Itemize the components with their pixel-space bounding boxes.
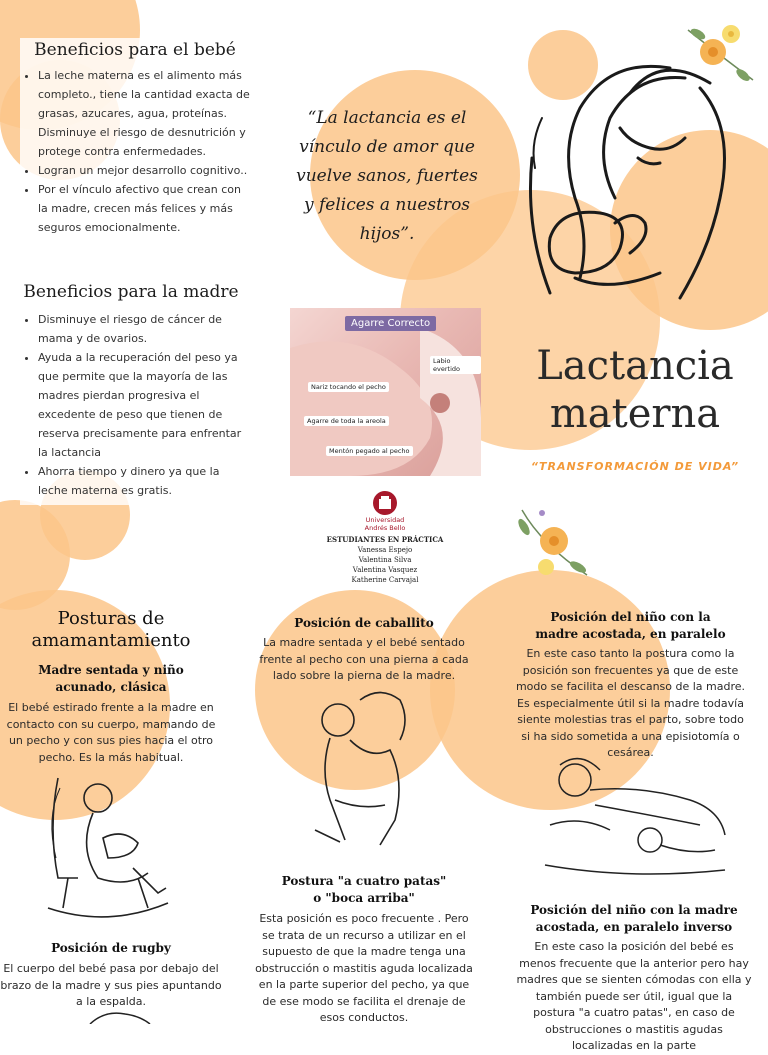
cover-subtitle: “TRANSFORMACIÓN DE VIDA”: [530, 460, 740, 473]
university-logo: [372, 490, 398, 516]
postures-column-2-lower: [252, 873, 476, 1027]
list-item: • La leche materna es el alimento más completo., tiene la cantidad exacta de grasas, azucares, agua, proteínas. Disminuye el riesgo de desnutrición y protege contra enfermedades.: [38, 66, 250, 161]
posture-illustration-rugby: [85, 1010, 155, 1024]
student-name: Katherine Carvajal: [351, 576, 419, 584]
posture-title: Posición del niño con la madre acostada, en paralelo: [535, 610, 726, 641]
posture-title: Madre sentada y niño acunado, clásica: [38, 663, 184, 694]
postures-column-3-lower: [515, 902, 753, 1055]
cover-title: [510, 342, 760, 438]
cover-title-line2: materna: [549, 391, 721, 437]
student-name: Valentina Silva: [358, 556, 412, 564]
cover-title-line1: Lactancia: [536, 343, 734, 389]
baby-benefits-list: [20, 66, 250, 237]
posture-illustration-rocking-chair: [38, 768, 178, 928]
postures-column-3: [513, 609, 748, 762]
postures-column-1-lower: [0, 940, 222, 1011]
diagram-title: Agarre Correcto: [345, 316, 436, 331]
university-block: [325, 490, 445, 585]
mother-benefits-list: [20, 310, 242, 500]
label-nariz: Nariz tocando el pecho: [308, 382, 389, 392]
posture-title: Posición de rugby: [51, 941, 171, 955]
posture-text: El cuerpo del bebé pasa por debajo del brazo de la madre y sus pies apuntando a la espalda.: [0, 962, 222, 1008]
list-item: • Disminuye el riesgo de cáncer de mama y de ovarios.: [38, 310, 242, 348]
baby-benefits-title: Beneficios para el bebé: [34, 40, 236, 60]
label-areola: Agarre de toda la areola: [304, 416, 389, 426]
label-labio: Labio evertido: [430, 356, 481, 374]
university-name-2: Andrés Bello: [364, 524, 406, 532]
mother-benefits-panel: [20, 280, 242, 505]
list-item: • Por el vínculo afectivo que crean con la madre, crecen más felices y más seguros emocionalmente.: [38, 180, 250, 237]
flower-decoration: [512, 505, 597, 585]
baby-benefits-panel: [20, 38, 250, 243]
list-item: • Logran un mejor desarrollo cognitivo..: [38, 161, 250, 180]
posture-illustration-caballito: [300, 680, 420, 850]
mother-benefits-title: Beneficios para la madre: [23, 282, 239, 302]
postures-title: Posturas de amamantamiento: [31, 608, 191, 651]
posture-illustration-lying: [540, 745, 730, 880]
posture-text: Esta posición es poco frecuente . Pero se trata de un recurso a utilizar en el supuesto de que la madre tenga una obstrucción o mastitis aguda localizada en la parte superior del pecho, ya que de ese modo se facilita el drenaje de esos conductos.: [255, 912, 473, 1024]
flower-decoration: [683, 20, 763, 90]
posture-text: En este caso tanto la postura como la posición son frecuentes ya que de este modo se facilita el descanso de la madre. Es especialmente útil si la madre todavía siente molestias tras el parto, sobre todo si ha sido sometida a una episiotomía o cesárea.: [515, 647, 746, 759]
quote: “La lactancia es el vínculo de amor que vuelve sanos, fuertes y felices a nuestros hijos”.: [296, 108, 478, 244]
latch-diagram: [290, 308, 481, 476]
postures-column-1: [5, 608, 217, 766]
student-name: Valentina Vasquez: [352, 566, 418, 574]
posture-title: Postura "a cuatro patas" o "boca arriba": [281, 874, 447, 905]
posture-title: Posición del niño con la madre acostada, en paralelo inverso: [530, 903, 738, 934]
student-name: Vanessa Espejo: [357, 546, 413, 554]
posture-text: El bebé estirado frente a la madre en contacto con su cuerpo, mamando de un pecho y con sus pies hacia el otro pecho. Es la más habitual.: [6, 701, 216, 764]
list-item: • Ahorra tiempo y dinero ya que la leche materna es gratis.: [38, 462, 242, 500]
label-menton: Mentón pegado al pecho: [326, 446, 413, 456]
university-name-1: Universidad: [365, 516, 405, 524]
posture-text: En este caso la posición del bebé es menos frecuente que la anterior pero hay madres que se sienten cómodas con ella y también puede ser útil, igual que la postura "a cuatro patas", en caso de obstrucciones o mastitis agudas localizadas en la parte: [516, 940, 752, 1052]
students-heading: ESTUDIANTES EN PRÁCTICA: [326, 535, 444, 544]
posture-title: Posición de caballito: [294, 616, 434, 630]
postures-column-2: [255, 615, 473, 685]
list-item: • Ayuda a la recuperación del peso ya que permite que la mayoría de las madres pierdan progresiva el excedente de peso que tienen de reserva precisamente para enfrentar la lactancia: [38, 348, 242, 462]
posture-text: La madre sentada y el bebé sentado frente al pecho con una pierna a cada lado sobre la pierna de la madre.: [259, 636, 469, 682]
